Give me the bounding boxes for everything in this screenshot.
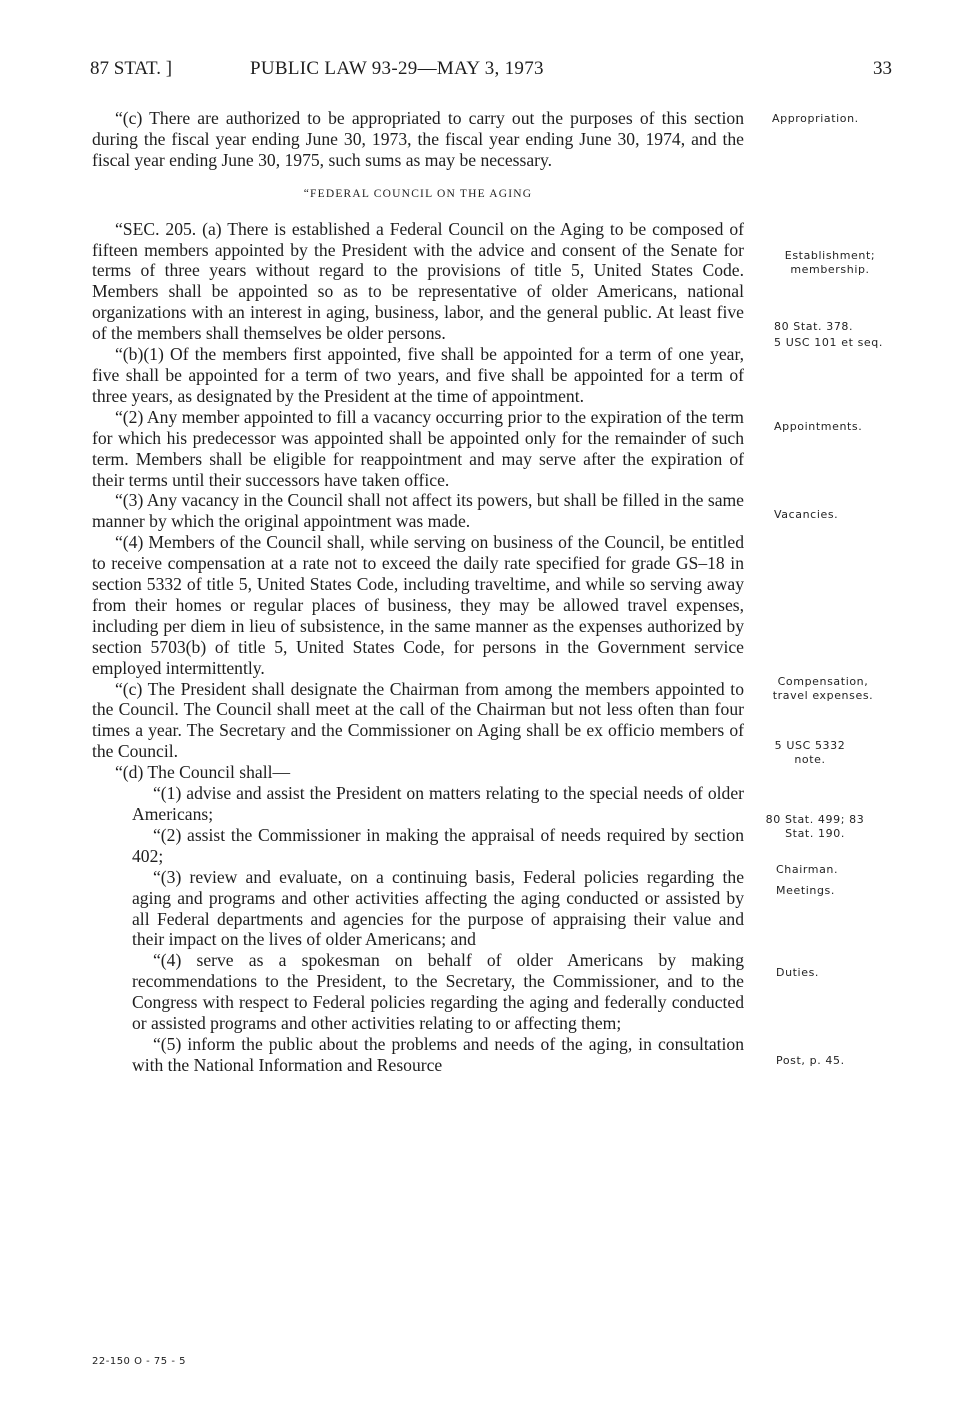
paragraph-b-4: “(4) Members of the Council shall, while serving on business of the Council, be entitled to receive compensation at a rate not to exceed the daily rate specified for grade GS–18 in section 5332 of title 5, United States Code, including traveltime, and while so serving away from their homes or regular places of business, they may be allowed travel expenses, including per diem in lieu of subsistence, in the same manner as the expenses authorized by section 5703(b) of title 5, United States Code, for persons in the Government service employed intermittently. bbox=[92, 532, 744, 678]
paragraph-d-4: “(4) serve as a spokesman on behalf of older Americans by making recommendations to the President, to the Secretary, the Commissioner, and to the Congress with respect to Federal policies regarding the aging and federally conducted or assisted programs and other activities relating to or affecting them; bbox=[132, 950, 744, 1034]
paragraph-b-3: “(3) Any vacancy in the Council shall not affect its powers, but shall be filled in the same manner by which the original appointment was made. bbox=[92, 490, 744, 532]
margin-note-compensation: Compensation, travel expenses. bbox=[772, 675, 874, 702]
paragraph-d-3: “(3) review and evaluate, on a continuing basis, Federal policies regarding the aging and programs and other activities affecting the aging conducted or assisted by all Federal departments and agencies for the purpose of appraising their value and their impact on the lives of older Americans; and bbox=[132, 866, 744, 950]
paragraph-d-1: “(1) advise and assist the President on matters relating to the special needs of older Americans; bbox=[132, 783, 744, 824]
page-number: 33 bbox=[873, 58, 892, 79]
margin-note-chairman: Chairman. bbox=[776, 863, 839, 876]
margin-note-duties: Duties. bbox=[776, 966, 820, 979]
print-code-footer: 22-150 O - 75 - 5 bbox=[92, 1356, 186, 1367]
paragraph-sec-205-a: “SEC. 205. (a) There is established a Federal Council on the Aging to be composed of fifteen members appointed by the President with the advice and consent of the Senate for terms of three years without regard to the provisions of title 5, United States Code. Members shall be appointed so as to be representative of older Americans, national organizations with an interest in aging, business, labor, and the general public. At least five of the members shall themselves be older persons. bbox=[92, 218, 744, 344]
paragraph-d-5: “(5) inform the public about the problems and needs of the aging, in consultation with the National Information and Resource bbox=[132, 1033, 744, 1075]
page-header bbox=[90, 58, 892, 88]
paragraph-b-1: “(b)(1) Of the members first appointed, five shall be appointed for a term of one year, five shall be appointed for a term of two years, and five shall be appointed for a term of three years, as designated by the President at the time of appointment. bbox=[92, 344, 744, 406]
margin-note-80-stat-378: 80 Stat. 378. bbox=[774, 320, 854, 333]
body-text bbox=[92, 108, 744, 1076]
section-heading: “FEDERAL COUNCIL ON THE AGING bbox=[303, 187, 533, 200]
margin-note-appropriation: Appropriation. bbox=[772, 112, 859, 125]
paragraph-d: “(d) The Council shall— bbox=[115, 762, 291, 783]
margin-note-meetings: Meetings. bbox=[776, 884, 835, 897]
margin-note-vacancies: Vacancies. bbox=[774, 508, 839, 521]
running-title: PUBLIC LAW 93-29—MAY 3, 1973 bbox=[250, 58, 544, 79]
paragraph-d-2: “(2) assist the Commissioner in making the appraisal of needs required by section 402; bbox=[132, 824, 744, 866]
margin-note-80-stat-499: 80 Stat. 499; 83 Stat. 190. bbox=[765, 813, 865, 840]
margin-note-appointments: Appointments. bbox=[774, 420, 863, 433]
margin-note-establishment: Establishment; membership. bbox=[784, 249, 876, 276]
paragraph-b-2: “(2) Any member appointed to fill a vacancy occurring prior to the expiration of the term for which his predecessor was appointed shall be appointed only for the remainder of such term. Members shall be eligible for reappointment and may serve after the expiration of their terms until their successors have taken office. bbox=[92, 406, 744, 490]
statute-volume: 87 STAT. ] bbox=[90, 58, 173, 79]
margin-note-post: Post, p. 45. bbox=[776, 1054, 845, 1067]
paragraph-c: “(c) The President shall designate the Chairman from among the members appointed to the Council. The Council shall meet at the call of the Chairman but not less often than four times a year. The Secretary and the Commissioner on Aging shall be ex officio members of the Council. bbox=[92, 678, 744, 762]
paragraph-appropriation: “(c) There are authorized to be appropriated to carry out the purposes of this section during the fiscal year ending June 30, 1973, the fiscal year ending June 30, 1974, and the fiscal year ending June 30, 1975, such sums as may be necessary. bbox=[92, 108, 744, 170]
margin-note-5-usc-5332: 5 USC 5332 note. bbox=[774, 739, 846, 766]
margin-note-5-usc-101: 5 USC 101 et seq. bbox=[774, 336, 883, 349]
